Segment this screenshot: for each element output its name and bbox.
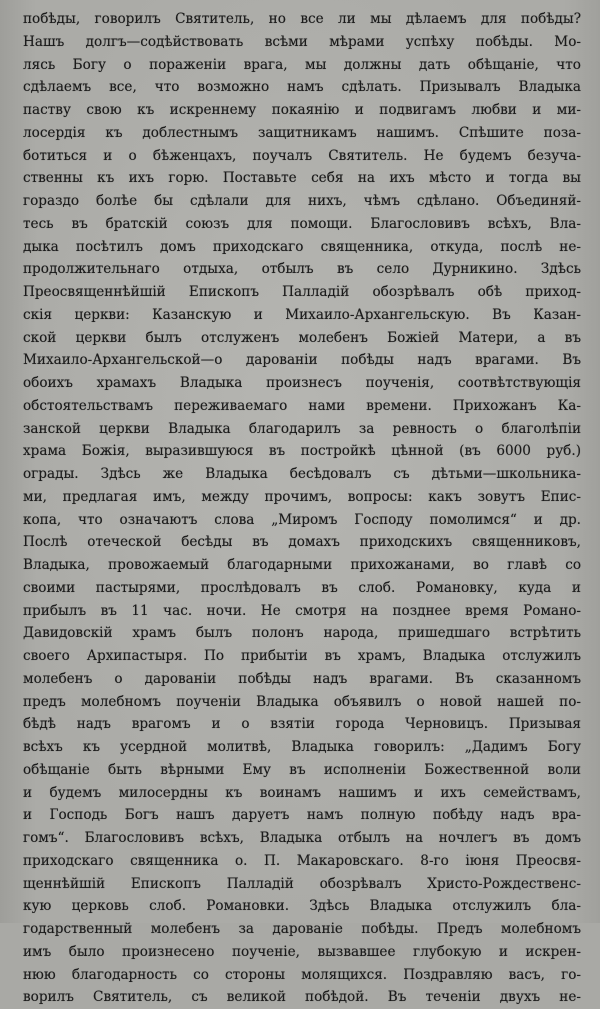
text-line: ской церкви былъ отслуженъ молебенъ Божіей Матери, а въ (23, 329, 581, 346)
text-line: бѣдѣ надъ врагомъ и о взятіи города Черновицъ. Призывая (23, 716, 581, 733)
text-line: лясь Богу о пораженіи врага, мы должны дать обѣщаніе, что (23, 56, 581, 73)
text-line: прибылъ въ 11 час. ночи. Не смотря на позднее время Романо- (23, 602, 581, 619)
text-line: имъ было произнесено поученіе, вызвавшее глубокую и искрен- (23, 943, 581, 960)
text-line: и будемъ милосердны къ воинамъ нашимъ и ихъ семействамъ, (23, 784, 581, 801)
text-line: ственны къ ихъ горю. Поставьте себя на ихъ мѣсто и тогда вы (23, 170, 581, 187)
text-line: Преосвященнѣйшій Епископъ Палладій обозрѣвалъ обѣ приход- (23, 284, 581, 300)
text-line: своими пастырями, прослѣдовалъ въ слоб. Романовку, куда и (23, 579, 581, 596)
text-line: скія церкви: Казанскую и Михаило-Архангельскую. Въ Казан- (23, 306, 581, 323)
text-line: занской церкви Владыка благодарилъ за ревность о благолѣпіи (23, 420, 581, 437)
text-line: и Господь Богъ нашъ даруетъ намъ полную побѣду надъ вра- (23, 807, 581, 824)
body-text (23, 8, 581, 1009)
text-line: своего Архипастыря. По прибытіи въ храмъ, Владыка отслужилъ (23, 648, 581, 664)
text-line: Послѣ отеческой бесѣды въ домахъ приходскихъ священниковъ, (23, 534, 581, 551)
text-line: всѣхъ къ усердной молитвѣ, Владыка говорилъ: „Дадимъ Богу (23, 739, 581, 755)
text-line: обстоятельствамъ переживаемаго нами времени. Прихожанъ Ка- (23, 397, 581, 414)
text-line: дыка посѣтилъ домъ приходскаго священника, откуда, послѣ не- (23, 238, 581, 255)
text-line: тесь въ братскій союзъ для помощи. Благословивъ всѣхъ, Вла- (23, 215, 581, 232)
text-line: гомъ“. Благословивъ всѣхъ, Владыка отбылъ на ночлегъ въ домъ (23, 830, 581, 846)
text-line: гораздо болѣе бы сдѣлали для нихъ, чѣмъ сдѣлано. Объединяй- (23, 193, 581, 209)
text-line: ми, предлагая имъ, между прочимъ, вопросы: какъ зовутъ Епис- (23, 488, 581, 505)
text-line: нюю благодарность со стороны молящихся. Поздравляю васъ, го- (23, 966, 581, 983)
text-line: сдѣлаемъ все, что возможно намъ сдѣлать. Призывалъ Владыка (23, 79, 581, 96)
text-line: продолжительнаго отдыха, отбылъ въ село Дурникино. Здѣсь (23, 261, 581, 278)
text-line: Давидовскій храмъ былъ полонъ народа, пришедшаго встрѣтить (23, 625, 581, 642)
text-line: копа, что означаютъ слова „Миромъ Господу помолимся“ и др. (23, 511, 581, 528)
text-line: кую церковь слоб. Романовки. Здѣсь Владыка отслужилъ бла- (23, 898, 581, 915)
text-line: Михаило-Архангельской—о дарованіи побѣды надъ врагами. Въ (23, 352, 581, 369)
text-line: приходскаго священника о. П. Макаровскаго. 8-го іюня Преосвя- (23, 852, 581, 869)
text-line: паству свою къ искреннему покаянію и подвигамъ любви и ми- (23, 102, 581, 118)
text-line: храма Божія, выразившуюся въ постройкѣ цѣнной (въ 6000 руб.) (23, 443, 581, 460)
text-line: предъ молебномъ поученіи Владыка объявилъ о новой нашей по- (23, 693, 581, 710)
text-line: лосердія къ доблестнымъ защитникамъ нашимъ. Спѣшите поза- (23, 124, 581, 141)
text-line: ворилъ Святитель, съ великой побѣдой. Въ теченіи двухъ не- (23, 989, 581, 1006)
text-line: обѣщаніе быть вѣрными Ему въ исполненіи Божественной воли (23, 761, 581, 778)
text-line: обоихъ храмахъ Владыка произнесъ поученія, соотвѣтствующія (23, 375, 581, 391)
text-line: годарственный молебенъ за дарованіе побѣды. Предъ молебномъ (23, 921, 581, 937)
text-line: молебенъ о дарованіи побѣды надъ врагами. Въ сказанномъ (23, 670, 581, 687)
text-line: ботиться и о бѣженцахъ, поучалъ Святитель. Не будемъ безучa- (23, 147, 581, 164)
text-line: Нашъ долгъ—содѣйствовать всѣми мѣрами успѣху побѣды. Мо- (23, 33, 581, 50)
text-line: побѣды, говорилъ Святитель, но все ли мы дѣлаемъ для побѣды? (23, 11, 581, 27)
text-line: Владыка, провожаемый благодарными прихожанами, во главѣ со (23, 557, 581, 573)
text-line: щеннѣйшій Епископъ Палладій обозрѣвалъ Христо-Рождественс- (23, 875, 581, 892)
text-line: ограды. Здѣсь же Владыка бесѣдовалъ съ дѣтьми—школьника- (23, 466, 581, 482)
